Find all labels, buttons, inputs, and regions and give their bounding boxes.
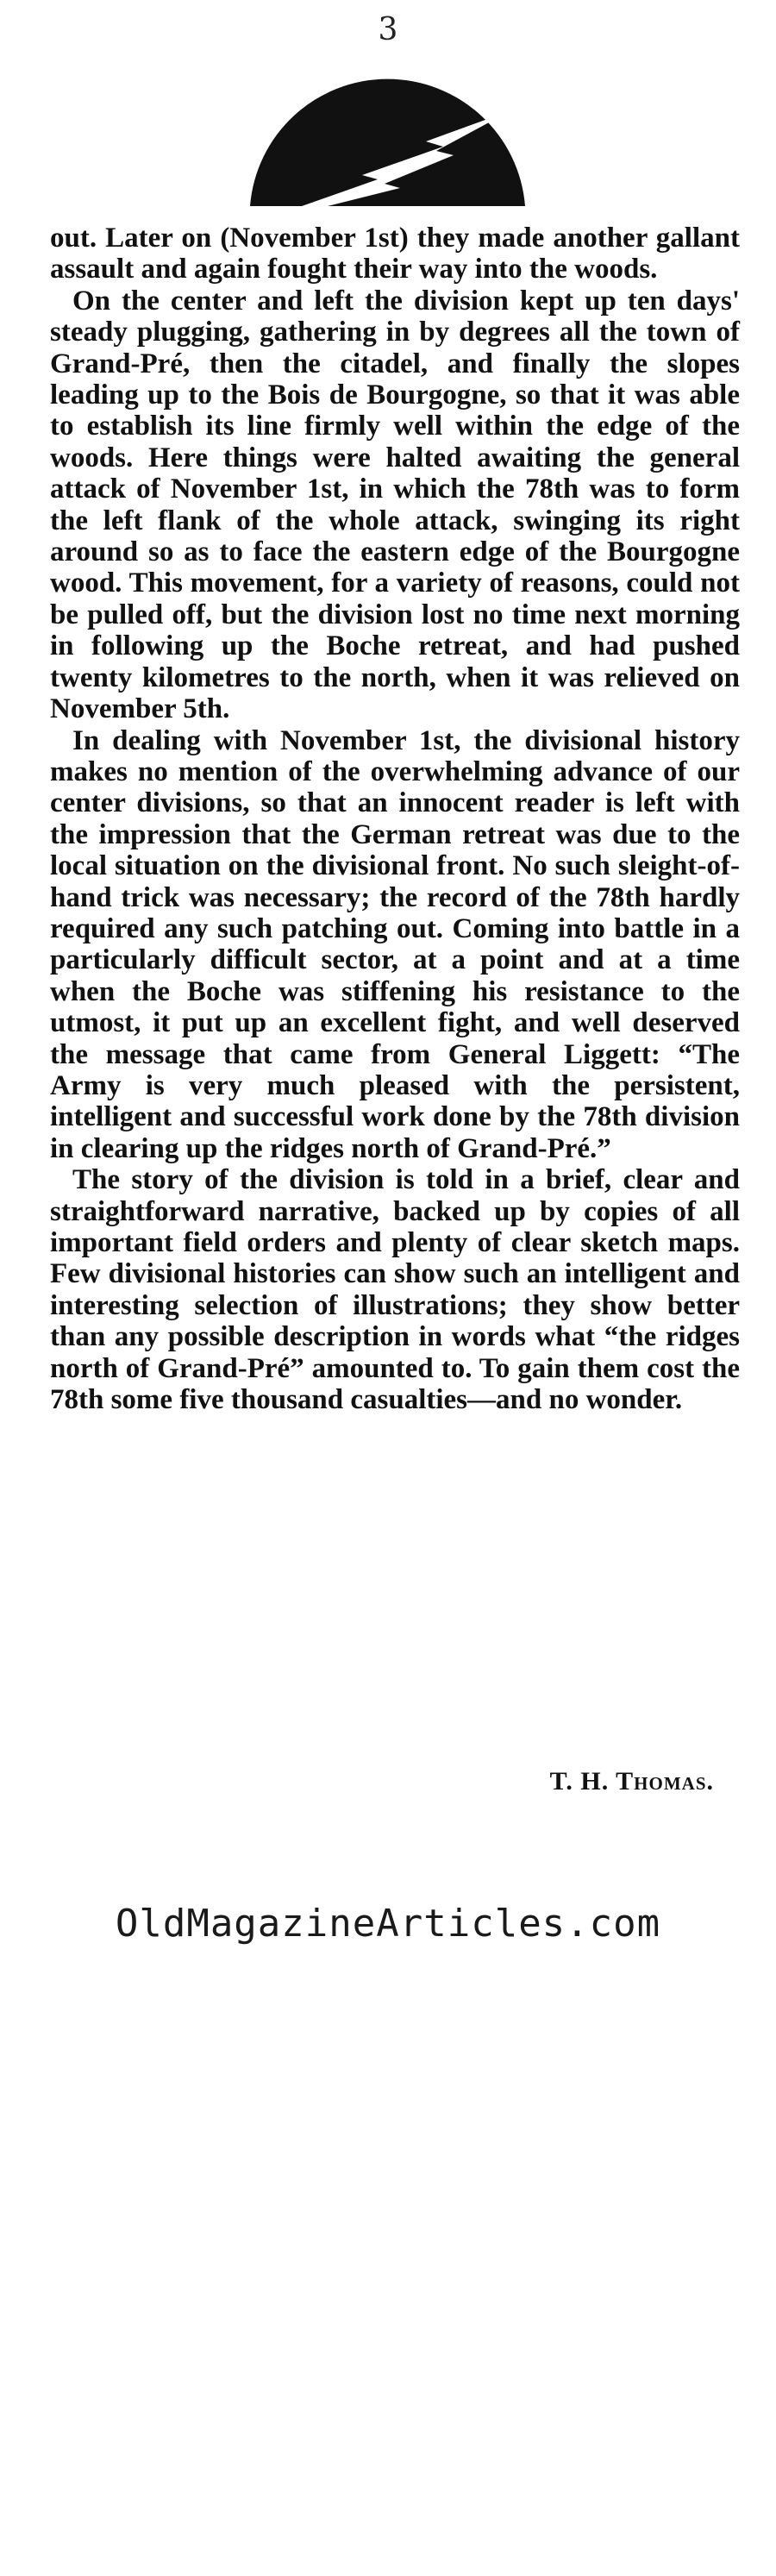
article-paragraph-4: The story of the division is told in a brief, clear and straightforward narrative, backed up by copies of all important field orders and plenty of clear sketch maps. Few divisional histories can show such an intelligent and interesting selection of illustrations; they show better than any possible description in words what “the ridges north of Grand-Pré” amounted to. To gain them cost the 78th some five thousand casualties—and no wonder. (50, 1164, 740, 1416)
article-paragraph-2: On the center and left the division kept up ten days' steady plugging, gathering in by degrees all the town of Grand-Pré, then the citadel, and finally the slopes leading up to the Bois de Bourgogne, so that it was able to establish its line firmly well within the edge of the woods. Here things were halted awaiting the general attack of November 1st, in which the 78th was to form the left flank of the whole attack, swinging its right around so as to face the eastern edge of the Bourgogne wood. This movement, for a variety of reasons, could not be pulled off, but the division lost no time next morning in following up the Boche retreat, and had pushed twenty kilometres to the north, when it was relieved on November 5th. (50, 285, 740, 725)
author-name: T. H. Thomas. (549, 1767, 714, 1796)
article-body (50, 223, 740, 1415)
article-paragraph-1: out. Later on (November 1st) they made another gallant assault and again fought their way into the woods. (50, 223, 740, 285)
source-watermark: OldMagazineArticles.com (115, 1902, 661, 1946)
page-number: 3 (378, 12, 398, 47)
article-paragraph-3: In dealing with November 1st, the divisional history makes no mention of the overwhelming advance of our center divisions, so that an innocent reader is left with the impression that the German retreat was due to the local situation on the divisional front. No such sleight-of-hand trick was necessary; the record of the 78th hardly required any such patching out. Coming into battle in a particularly difficult sector, at a point and at a time when the Boche was stiffening his resistance to the utmost, it put up an excellent fight, and well deserved the message that came from General Liggett: “The Army is very much pleased with the persistent, intelligent and successful work done by the 78th division in clearing up the ridges north of Grand-Pré.” (50, 724, 740, 1164)
lightning-bolt-semicircle-emblem (248, 50, 527, 208)
author-signature (50, 1767, 714, 1796)
